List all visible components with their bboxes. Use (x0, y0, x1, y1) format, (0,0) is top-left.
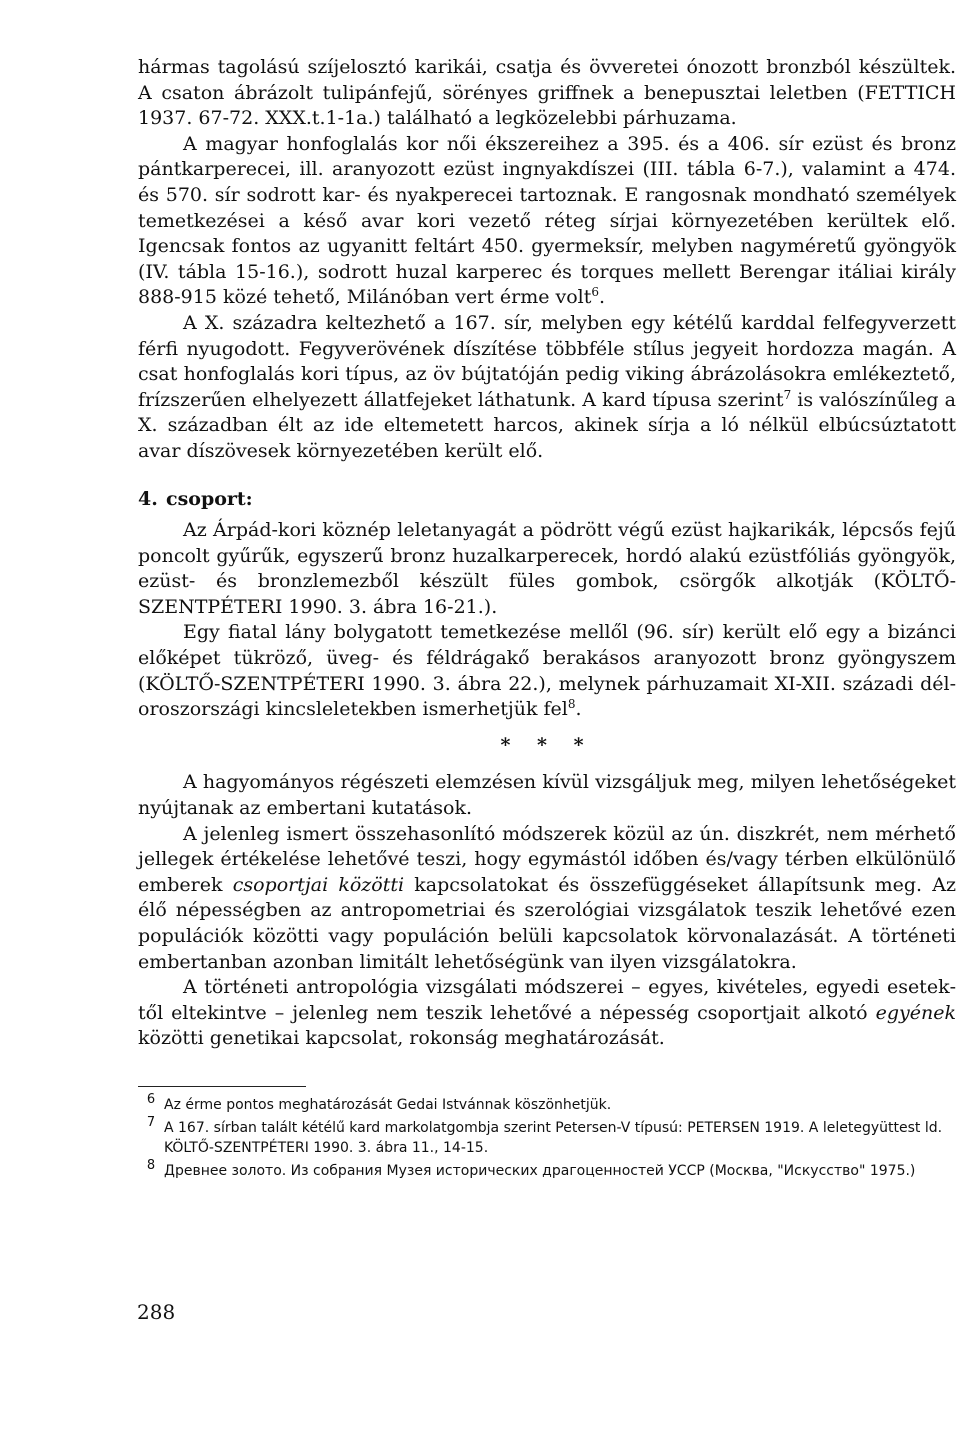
paragraph-5 (138, 620, 956, 722)
footnote-mark: 6 (146, 1091, 156, 1107)
paragraph-2-text: A magyar honfoglalás kor női ékszereihez a 395. és a 406. sír ezüst és bronz pántkarperecei, ill. aranyozott ezüst ingnyakdíszei (III. tábla 6-7.), valamint a 474. és 570. sír sodrott kar- és nyakperecei tartoznak. E rangosnak mondható személyek temetkezései a késő avar kori vezető réteg sírjai környezetében kerültek elő. Igencsak fontos az ugyanitt feltárt 450. gyermeksír, melyben nagyméretű gyöngyök (IV. tábla 15-16.), sodrott huzal karperec és torques mellett Berengar itáliai király 888-915 közé tehető, Milánóban vert érme volt (138, 132, 956, 309)
section-title: csoport: (166, 487, 253, 510)
footnote-text: Древнее золото. Из собрания Музея исторических драгоценностей УССР (Москва, "Искусство" 1975.) (164, 1162, 916, 1179)
paragraph-8 (138, 975, 956, 1052)
paragraph-6: A hagyományos régészeti elemzésen kívül vizsgáljuk meg, milyen lehetőségeket nyújtanak az embertani kutatások. (138, 771, 956, 820)
paragraph-3-text: A X. századra keltezhető a 167. sír, melyben egy kétélű karddal felfegyverzett férfi nyugodott. Fegyverövének díszítése többféle stílus jegyeit hordozza magán. A csat honfoglalás kori típus, az öv bújtatóján pedig viking ábrázolásokra emlékeztető, frízszerűen elhelyezett állatfejeket láthatunk. A kard típusa szerint (138, 311, 956, 411)
paragraph-5-end: . (575, 698, 582, 721)
footnote-text: A 167. sírban talált kétélű kard markolatgombja szerint Petersen-V típusú: PETERSEN 1919. A leletegyüttest ld. KÖLTŐ-SZENTPÉTERI 1990. 3. ábra 11., 14-15. (164, 1119, 943, 1156)
page-body (138, 55, 956, 1184)
footnote-divider (138, 1086, 306, 1087)
footnote-7 (138, 1114, 956, 1158)
footnote-8 (138, 1157, 956, 1181)
paragraph-7 (138, 822, 956, 976)
paragraph-3-end: is valószínűleg a X. században élt az ide eltemetett harcos, akinek sírja a ló nélkül elbúcsúztatott avar díszövesek környezetében került elő. (138, 388, 956, 462)
footnote-mark: 8 (146, 1157, 156, 1173)
paragraph-8-emphasis: egyének (875, 1001, 956, 1024)
paragraph-4: Az Árpád-kori köznép leletanyagát a pödrött végű ezüst hajkarikák, lépcsős fejű poncolt gyűrűk, egyszerű bronz huzalkarperecek, hordó alakú ezüstfóliás gyöngyök, ezüst- és bronzlemezből készült füles gombok, csörgők alkotják (KÖLTŐ-SZENTPÉTERI 1990. 3. ábra 16-21.). (138, 519, 956, 618)
section-number: 4. (138, 487, 158, 510)
footnote-6 (138, 1091, 956, 1115)
paragraph-7-text: A jelenleg ismert összehasonlító módszerek közül az ún. diszkrét, nem mérhető jellegek értékelése lehetővé teszi, hogy egymástól időben és/vagy térben elkülönülő emberek (138, 822, 956, 896)
section-heading (138, 487, 956, 513)
footnote-ref-8[interactable]: 8 (567, 697, 576, 712)
footnote-text: Az érme pontos meghatározását Gedai Istvánnak köszönhetjük. (164, 1096, 612, 1113)
footnote-ref-7[interactable]: 7 (783, 387, 792, 402)
footnote-mark: 7 (146, 1114, 156, 1130)
paragraph-8-text: A történeti antropológia vizsgálati módszerei – egyes, kivételes, egyedi esetektől eltekintve – jelenleg nem teszik lehetővé a népesség csoportjait alkotó (138, 976, 956, 1024)
paragraph-1: hármas tagolású szíjelosztó karikái, csatja és övveretei ónozott bronzból készültek. A csaton ábrázolt tulipánfejű, sörényes griffnek a benepusztai leletben (FETTICH 1937. 67-72. XXX.t.1-1a.) található a legközelebbi párhuzama. (138, 56, 956, 130)
paragraph-8-end: közötti genetikai kapcsolat, rokonság meghatározását. (138, 1027, 665, 1050)
section-divider: * * * (500, 733, 594, 756)
paragraph-7-end: kapcsolatokat és összefüggéseket állapítsunk meg. Az élő népességben az antropometriai és szerológiai vizsgálatok teszik lehetővé ezen populációk közötti vagy populáción belüli kapcsolatok körvonalazását. A történeti embertanban azonban limitált lehetőségünk van ilyen vizsgálatokra. (138, 873, 957, 973)
paragraph-3 (138, 311, 956, 465)
footnote-ref-6[interactable]: 6 (591, 285, 600, 300)
paragraph-7-emphasis: csoportjai közötti (232, 873, 405, 896)
page-number: 288 (137, 1300, 176, 1324)
footnotes (138, 1091, 956, 1181)
paragraph-2-end: . (599, 286, 606, 309)
paragraph-2 (138, 132, 956, 311)
paragraph-5-text: Egy fiatal lány bolygatott temetkezése mellől (96. sír) került elő egy a bizánci előképet tükröző, üveg- és féldrágakő berakásos aranyozott bronz gyöngyszem (KÖLTŐ-SZENTPÉTERI 1990. 3. ábra 22.), melynek párhuzamait XI-XII. századi dél-oroszországi kincsleletekben ismerhetjük fel (138, 621, 956, 721)
